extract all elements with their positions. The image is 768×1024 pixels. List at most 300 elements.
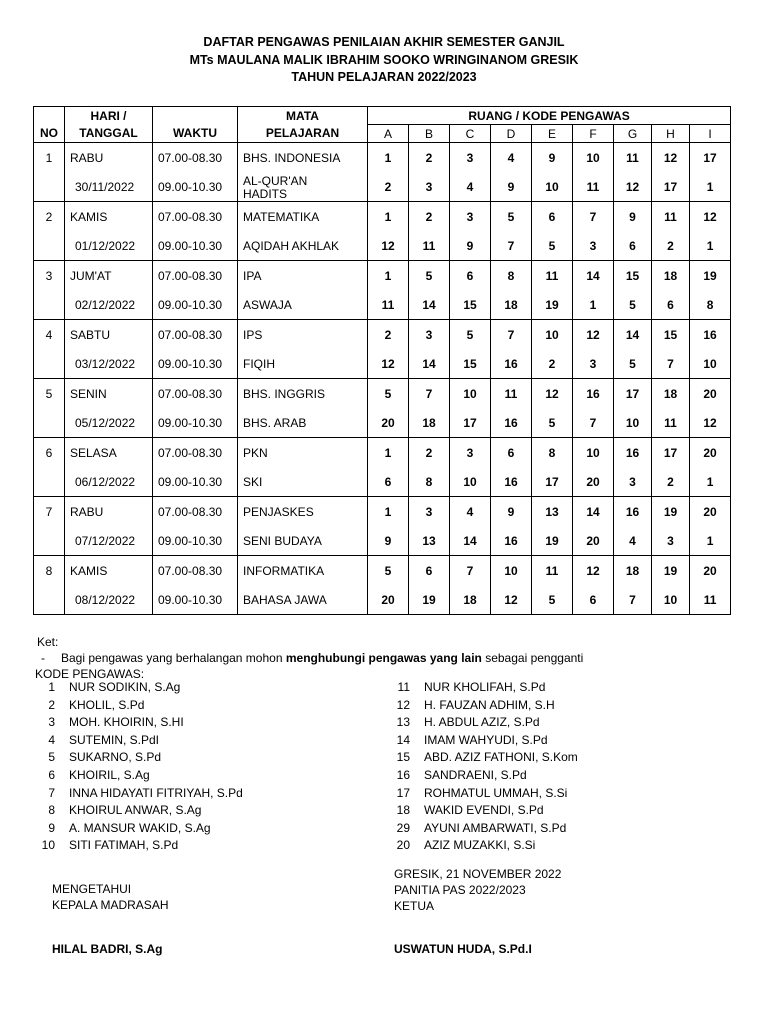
schedule-row-second: [34, 408, 731, 438]
code-cell: 2: [652, 467, 690, 497]
pengawas-code: 29: [396, 820, 410, 835]
code-cell: 13: [532, 497, 573, 527]
pengawas-name: A. MANSUR WAKID, S.Ag: [69, 820, 211, 835]
code-cell: 16: [491, 349, 532, 379]
pengawas-item: [25, 786, 243, 804]
room-e: E: [532, 125, 573, 143]
pengawas-item: [380, 803, 578, 821]
row-waktu-2: 09.00-10.30: [153, 290, 238, 320]
code-cell: 14: [409, 349, 450, 379]
code-cell: 14: [573, 497, 614, 527]
code-cell: 8: [409, 467, 450, 497]
row-no: 5: [34, 379, 65, 409]
code-cell: 11: [491, 379, 532, 409]
pengawas-code: 12: [396, 697, 410, 712]
code-cell: 19: [652, 556, 690, 586]
sign-right-name: USWATUN HUDA, S.Pd.I: [394, 942, 532, 956]
pengawas-name: NUR KHOLIFAH, S.Pd: [424, 680, 546, 694]
code-cell: 19: [409, 585, 450, 615]
code-cell: 11: [573, 172, 614, 202]
signature-left: [52, 881, 168, 913]
row-tanggal: 01/12/2022: [65, 231, 153, 261]
row-no: 7: [34, 497, 65, 527]
code-cell: 3: [450, 202, 491, 232]
row-tanggal: 05/12/2022: [65, 408, 153, 438]
row-waktu-1: 07.00-08.30: [153, 438, 238, 468]
col-mapel-label: MATA: [238, 107, 368, 125]
row-mapel-2: AQIDAH AKHLAK: [238, 231, 368, 261]
pengawas-name: AYUNI AMBARWATI, S.Pd: [424, 820, 567, 835]
row-waktu-1: 07.00-08.30: [153, 202, 238, 232]
row-waktu-1: 07.00-08.30: [153, 320, 238, 350]
pengawas-code: 10: [41, 838, 55, 853]
code-cell: 16: [573, 379, 614, 409]
pengawas-code: 3: [48, 715, 55, 730]
pengawas-item: [25, 838, 243, 856]
pengawas-code: 5: [48, 750, 55, 765]
code-cell: 15: [450, 290, 491, 320]
row-tanggal: 30/11/2022: [65, 172, 153, 202]
code-cell: 2: [368, 172, 409, 202]
pengawas-list-left: [25, 680, 243, 856]
code-cell: 5: [368, 379, 409, 409]
pengawas-code: 6: [48, 767, 55, 782]
row-mapel-1: BHS. INDONESIA: [238, 143, 368, 173]
code-cell: 4: [491, 143, 532, 173]
pengawas-name: SITI FATIMAH, S.Pd: [69, 838, 179, 853]
room-b: B: [409, 125, 450, 143]
pengawas-code: 4: [48, 732, 55, 747]
row-no: 4: [34, 320, 65, 350]
schedule-row: [34, 261, 731, 291]
row-mapel-1: PENJASKES: [238, 497, 368, 527]
code-cell: 14: [409, 290, 450, 320]
code-cell: 16: [491, 526, 532, 556]
schedule-row-second: [34, 290, 731, 320]
code-cell: 6: [409, 556, 450, 586]
pengawas-item: [380, 786, 578, 804]
pengawas-name: KHOLIL, S.Pd: [69, 697, 145, 712]
pengawas-item: [25, 698, 243, 716]
row-mapel-2: SENI BUDAYA: [238, 526, 368, 556]
header-school: MTs MAULANA MALIK IBRAHIM SOOKO WRINGINANOM GRESIK: [189, 52, 579, 67]
code-cell: 10: [532, 172, 573, 202]
row-no-empty: [34, 290, 65, 320]
sign-left-line1: MENGETAHUI: [52, 882, 132, 896]
note-emphasis: menghubungi pengawas yang lain: [285, 651, 482, 665]
code-cell: 17: [652, 438, 690, 468]
code-cell: 17: [532, 467, 573, 497]
code-cell: 20: [573, 526, 614, 556]
code-cell: 12: [368, 231, 409, 261]
code-cell: 11: [614, 143, 652, 173]
code-cell: 1: [368, 261, 409, 291]
code-cell: 20: [690, 379, 731, 409]
code-cell: 10: [532, 320, 573, 350]
pengawas-code: 20: [396, 838, 410, 853]
code-cell: 5: [368, 556, 409, 586]
room-h: H: [652, 125, 690, 143]
code-cell: 3: [652, 526, 690, 556]
code-cell: 5: [409, 261, 450, 291]
row-mapel-1: PKN: [238, 438, 368, 468]
row-waktu-2: 09.00-10.30: [153, 526, 238, 556]
pengawas-item: [380, 698, 578, 716]
row-waktu-2: 09.00-10.30: [153, 585, 238, 615]
pengawas-item: [380, 715, 578, 733]
code-cell: 20: [573, 467, 614, 497]
row-hari: SELASA: [65, 438, 153, 468]
pengawas-name: MOH. KHOIRIN, S.HI: [69, 715, 184, 730]
row-no-empty: [34, 408, 65, 438]
schedule-row-second: [34, 172, 731, 202]
code-cell: 1: [690, 526, 731, 556]
col-ruang-label: RUANG / KODE PENGAWAS: [368, 107, 731, 125]
code-cell: 17: [614, 379, 652, 409]
pengawas-code: 13: [396, 715, 410, 730]
code-cell: 13: [409, 526, 450, 556]
row-tanggal: 02/12/2022: [65, 290, 153, 320]
code-cell: 6: [573, 585, 614, 615]
code-cell: 12: [614, 172, 652, 202]
row-tanggal: 03/12/2022: [65, 349, 153, 379]
row-tanggal: 08/12/2022: [65, 585, 153, 615]
pengawas-name: KHOIRIL, S.Ag: [69, 767, 150, 782]
code-cell: 9: [614, 202, 652, 232]
pengawas-name: IMAM WAHYUDI, S.Pd: [424, 732, 548, 747]
row-waktu-1: 07.00-08.30: [153, 261, 238, 291]
mapel-2-line-b: HADITS: [243, 187, 288, 201]
room-a: A: [368, 125, 409, 143]
schedule-row: [34, 202, 731, 232]
pengawas-code: 8: [48, 803, 55, 818]
code-cell: 11: [409, 231, 450, 261]
code-cell: 20: [690, 497, 731, 527]
pengawas-name: SUTEMIN, S.PdI: [69, 732, 160, 747]
code-cell: 3: [614, 467, 652, 497]
schedule-row-second: [34, 349, 731, 379]
row-hari: JUM'AT: [65, 261, 153, 291]
row-mapel-1: MATEMATIKA: [238, 202, 368, 232]
row-mapel-2: FIQIH: [238, 349, 368, 379]
room-d: D: [491, 125, 532, 143]
code-cell: 20: [690, 438, 731, 468]
schedule-row: [34, 438, 731, 468]
code-cell: 3: [573, 349, 614, 379]
code-cell: 12: [368, 349, 409, 379]
code-cell: 1: [368, 202, 409, 232]
row-tanggal: 07/12/2022: [65, 526, 153, 556]
code-cell: 7: [409, 379, 450, 409]
row-no: 2: [34, 202, 65, 232]
pengawas-code: 14: [396, 732, 410, 747]
code-cell: 16: [491, 467, 532, 497]
row-mapel-1: BHS. INGGRIS: [238, 379, 368, 409]
code-cell: 5: [614, 290, 652, 320]
schedule-row-second: [34, 585, 731, 615]
code-cell: 9: [491, 172, 532, 202]
code-cell: 9: [491, 497, 532, 527]
code-cell: 10: [614, 408, 652, 438]
row-no-empty: [34, 526, 65, 556]
code-cell: 6: [368, 467, 409, 497]
pengawas-item: [380, 750, 578, 768]
pengawas-code: 9: [48, 820, 55, 835]
sign-left-line2: KEPALA MADRASAH: [52, 898, 169, 912]
row-no-empty: [34, 349, 65, 379]
code-cell: 7: [450, 556, 491, 586]
code-cell: 2: [409, 438, 450, 468]
pengawas-name: SANDRAENI, S.Pd: [424, 767, 527, 782]
header-row-2: [34, 125, 731, 143]
row-no-empty: [34, 467, 65, 497]
row-no: 1: [34, 143, 65, 173]
code-cell: 12: [573, 320, 614, 350]
code-cell: 5: [450, 320, 491, 350]
row-no-empty: [34, 231, 65, 261]
code-cell: 9: [532, 143, 573, 173]
code-cell: 18: [614, 556, 652, 586]
code-cell: 8: [532, 438, 573, 468]
row-waktu-1: 07.00-08.30: [153, 497, 238, 527]
code-cell: 17: [652, 172, 690, 202]
col-waktu: WAKTU: [153, 125, 238, 143]
sign-right-line2: PANITIA PAS 2022/2023: [394, 883, 526, 897]
pengawas-name: NUR SODIKIN, S.Ag: [69, 680, 181, 694]
pengawas-code: 18: [396, 803, 410, 818]
code-cell: 19: [690, 261, 731, 291]
code-cell: 8: [491, 261, 532, 291]
code-cell: 1: [690, 231, 731, 261]
code-cell: 20: [690, 556, 731, 586]
col-tanggal: TANGGAL: [65, 125, 153, 143]
sign-right-line3: KETUA: [394, 899, 435, 913]
schedule-row: [34, 379, 731, 409]
code-cell: 14: [573, 261, 614, 291]
code-cell: 4: [450, 172, 491, 202]
code-cell: 2: [368, 320, 409, 350]
row-mapel-1: IPS: [238, 320, 368, 350]
ket-note: [37, 650, 583, 666]
room-g: G: [614, 125, 652, 143]
document-header: [0, 34, 768, 87]
code-cell: 10: [450, 379, 491, 409]
code-cell: 15: [450, 349, 491, 379]
code-cell: 12: [690, 408, 731, 438]
row-mapel-2: SKI: [238, 467, 368, 497]
header-year: TAHUN PELAJARAN 2022/2023: [291, 70, 477, 84]
note-tail: sebagai pengganti: [481, 651, 584, 665]
schedule-row: [34, 497, 731, 527]
pengawas-item: [25, 750, 243, 768]
row-tanggal: 06/12/2022: [65, 467, 153, 497]
code-cell: 19: [652, 497, 690, 527]
schedule-row: [34, 143, 731, 173]
code-cell: 6: [652, 290, 690, 320]
code-cell: 7: [573, 408, 614, 438]
code-cell: 15: [652, 320, 690, 350]
code-cell: 11: [368, 290, 409, 320]
signature-right: [394, 866, 561, 914]
row-hari: SABTU: [65, 320, 153, 350]
code-cell: 11: [652, 408, 690, 438]
row-waktu-2: 09.00-10.30: [153, 349, 238, 379]
row-mapel-2: ASWAJA: [238, 290, 368, 320]
code-cell: 5: [614, 349, 652, 379]
pengawas-item: [380, 821, 578, 839]
code-cell: 1: [368, 497, 409, 527]
code-cell: 6: [491, 438, 532, 468]
pengawas-code: 16: [396, 767, 410, 782]
room-c: C: [450, 125, 491, 143]
code-cell: 16: [614, 497, 652, 527]
code-cell: 12: [532, 379, 573, 409]
schedule-row: [34, 556, 731, 586]
code-cell: 18: [450, 585, 491, 615]
code-cell: 1: [573, 290, 614, 320]
row-hari: KAMIS: [65, 202, 153, 232]
row-hari: SENIN: [65, 379, 153, 409]
row-no: 3: [34, 261, 65, 291]
pengawas-name: WAKID EVENDI, S.Pd: [424, 803, 544, 818]
code-cell: 7: [491, 231, 532, 261]
code-cell: 20: [368, 585, 409, 615]
code-cell: 18: [652, 261, 690, 291]
sign-left-name: HILAL BADRI, S.Ag: [52, 942, 163, 956]
code-cell: 10: [491, 556, 532, 586]
code-cell: 12: [491, 585, 532, 615]
code-cell: 6: [450, 261, 491, 291]
code-cell: 11: [652, 202, 690, 232]
pengawas-name: H. FAUZAN ADHIM, S.H: [424, 697, 555, 712]
row-waktu-1: 07.00-08.30: [153, 556, 238, 586]
kode-label: KODE PENGAWAS:: [35, 667, 145, 681]
pengawas-code: 15: [396, 750, 410, 765]
code-cell: 4: [614, 526, 652, 556]
pengawas-item: [380, 838, 578, 856]
code-cell: 16: [491, 408, 532, 438]
code-cell: 3: [409, 172, 450, 202]
notes-section: [37, 634, 583, 682]
code-cell: 16: [614, 438, 652, 468]
schedule-row-second: [34, 467, 731, 497]
mapel-2-line-a: AL-QUR'AN: [243, 174, 308, 188]
code-cell: 3: [450, 143, 491, 173]
code-cell: 10: [573, 143, 614, 173]
row-mapel-2: BAHASA JAWA: [238, 585, 368, 615]
code-cell: 7: [652, 349, 690, 379]
code-cell: 15: [614, 261, 652, 291]
code-cell: 17: [450, 408, 491, 438]
room-i: I: [690, 125, 731, 143]
pengawas-code: 7: [48, 785, 55, 800]
code-cell: 2: [652, 231, 690, 261]
code-cell: 14: [450, 526, 491, 556]
sign-right-date: GRESIK, 21 NOVEMBER 2022: [394, 867, 562, 881]
pengawas-item: [25, 715, 243, 733]
pengawas-item: [25, 768, 243, 786]
pengawas-code: 11: [397, 680, 410, 694]
code-cell: 7: [491, 320, 532, 350]
code-cell: 7: [573, 202, 614, 232]
code-cell: 2: [532, 349, 573, 379]
code-cell: 5: [532, 408, 573, 438]
pengawas-item: [380, 680, 578, 698]
pengawas-item: [25, 733, 243, 751]
code-cell: 3: [573, 231, 614, 261]
code-cell: 11: [532, 556, 573, 586]
code-cell: 10: [652, 585, 690, 615]
pengawas-item: [25, 680, 243, 698]
row-waktu-2: 09.00-10.30: [153, 467, 238, 497]
code-cell: 6: [614, 231, 652, 261]
code-cell: 10: [690, 349, 731, 379]
pengawas-name: ROHMATUL UMMAH, S.Si: [424, 785, 568, 800]
pengawas-item: [380, 768, 578, 786]
code-cell: 12: [573, 556, 614, 586]
ket-label: Ket:: [37, 635, 59, 649]
pengawas-code: 2: [48, 697, 55, 712]
row-hari: KAMIS: [65, 556, 153, 586]
code-cell: 11: [532, 261, 573, 291]
code-cell: 1: [690, 172, 731, 202]
row-waktu-1: 07.00-08.30: [153, 143, 238, 173]
code-cell: 2: [409, 143, 450, 173]
pengawas-list-right: [380, 680, 578, 856]
code-cell: 10: [450, 467, 491, 497]
room-f: F: [573, 125, 614, 143]
code-cell: 4: [450, 497, 491, 527]
row-waktu-2: 09.00-10.30: [153, 408, 238, 438]
pengawas-name: KHOIRUL ANWAR, S.Ag: [69, 803, 202, 818]
code-cell: 1: [368, 438, 409, 468]
code-cell: 18: [491, 290, 532, 320]
row-no: 8: [34, 556, 65, 586]
code-cell: 9: [368, 526, 409, 556]
code-cell: 14: [614, 320, 652, 350]
row-waktu-2: 09.00-10.30: [153, 172, 238, 202]
ket-bullet: -: [41, 651, 45, 665]
header-row-1: [34, 107, 731, 125]
col-hari-label: HARI /: [65, 107, 153, 125]
code-cell: 10: [573, 438, 614, 468]
row-no-empty: [34, 585, 65, 615]
pengawas-item: [25, 803, 243, 821]
code-cell: 5: [532, 231, 573, 261]
pengawas-name: INNA HIDAYATI FITRIYAH, S.Pd: [69, 785, 243, 800]
row-waktu-1: 07.00-08.30: [153, 379, 238, 409]
col-no: NO: [34, 125, 65, 143]
schedule-row-second: [34, 526, 731, 556]
col-pelajaran: PELAJARAN: [238, 125, 368, 143]
code-cell: 1: [690, 467, 731, 497]
note-text: Bagi pengawas yang berhalangan mohon: [61, 651, 286, 665]
row-no-empty: [34, 172, 65, 202]
code-cell: 19: [532, 526, 573, 556]
row-mapel-1: INFORMATIKA: [238, 556, 368, 586]
row-mapel-2: BHS. ARAB: [238, 408, 368, 438]
schedule-row: [34, 320, 731, 350]
row-mapel-2: [238, 172, 368, 202]
schedule-table: [33, 106, 731, 615]
code-cell: 19: [532, 290, 573, 320]
code-cell: 1: [368, 143, 409, 173]
pengawas-name: H. ABDUL AZIZ, S.Pd: [424, 715, 540, 730]
code-cell: 20: [368, 408, 409, 438]
pengawas-item: [380, 733, 578, 751]
code-cell: 12: [652, 143, 690, 173]
pengawas-item: [25, 821, 243, 839]
